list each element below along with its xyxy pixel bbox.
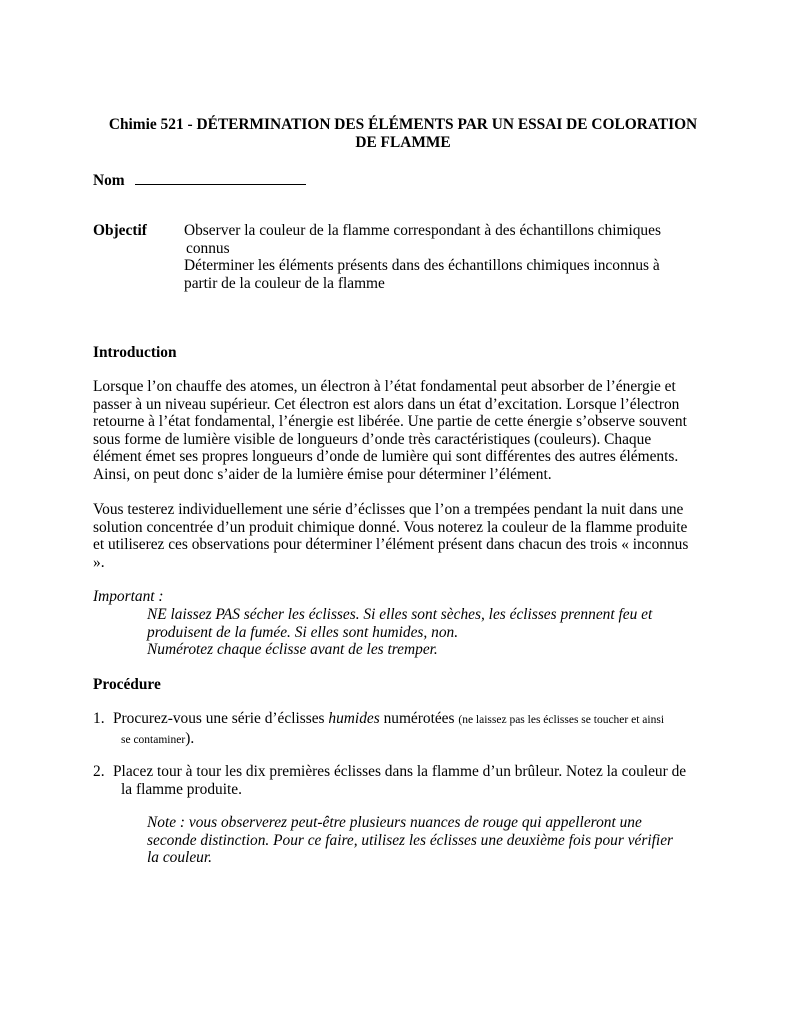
document-title <box>93 116 713 151</box>
step-number: 2. <box>93 763 105 780</box>
step-text: Procurez-vous une série d’éclisses humides numérotées (ne laissez pas les éclisses se toucher et ainsi se contaminer). <box>113 710 665 747</box>
procedure-heading: Procédure <box>93 676 161 693</box>
introduction-heading: Introduction <box>93 344 177 361</box>
introduction-paragraph-2: Vous testerez individuellement une série d’éclisses que l’on a trempées pendant la nuit dans une solution concentrée d’un produit chimique donné. Vous noterez la couleur de la flamme produite et utiliserez ces observations pour déterminer l’élément présent dans chacun des trois « inconnus ». <box>93 501 689 571</box>
objectif-list <box>184 222 704 292</box>
introduction-paragraph-1: Lorsque l’on chauffe des atomes, un électron à l’état fondamental peut absorber de l’énergie et passer à un niveau supérieur. Cet électron est alors dans un état d’excitation. Lorsque l’électron retourne à l’état fondamental, l’énergie est libérée. Une partie de cette énergie s’observe souvent sous forme de lumière visible de longueurs d’onde très caractéristiques (couleurs). Chaque élément émet ses propres longueurs d’onde de lumière qui sont différentes des autres éléments. Ainsi, on peut donc s’aider de la lumière émise pour déterminer l’élément. <box>93 378 687 483</box>
step-number: 1. <box>93 710 105 727</box>
title-line-1: Chimie 521 - DÉTERMINATION DES ÉLÉMENTS PAR UN ESSAI DE COLORATION <box>108 116 698 133</box>
name-field <box>93 170 306 190</box>
name-blank-line[interactable] <box>135 170 306 185</box>
procedure-note: Note : vous observerez peut-être plusieurs nuances de rouge qui appelleront une seconde distinction. Pour ce faire, utilisez les éclisses une deuxième fois pour vérifier la couleur. <box>147 814 674 867</box>
objectif-item-1: Observer la couleur de la flamme correspondant à des échantillons chimiques connus <box>184 222 661 257</box>
objectif-label: Objectif <box>93 222 147 239</box>
important-notes: NE laissez PAS sécher les éclisses. Si elles sont sèches, les éclisses prennent feu et produisent de la fumée. Si elles sont humides, non. Numérotez chaque éclisse avant de les tremper. <box>147 606 653 659</box>
objectif-item-2: Déterminer les éléments présents dans des échantillons chimiques inconnus à partir de la couleur de la flamme <box>184 257 660 292</box>
title-line-2: DE FLAMME <box>355 133 451 151</box>
name-label: Nom <box>93 172 125 189</box>
important-label: Important : <box>93 588 164 605</box>
step-text: Placez tour à tour les dix premières éclisses dans la flamme d’un brûleur. Notez la couleur de la flamme produite. <box>113 763 687 798</box>
